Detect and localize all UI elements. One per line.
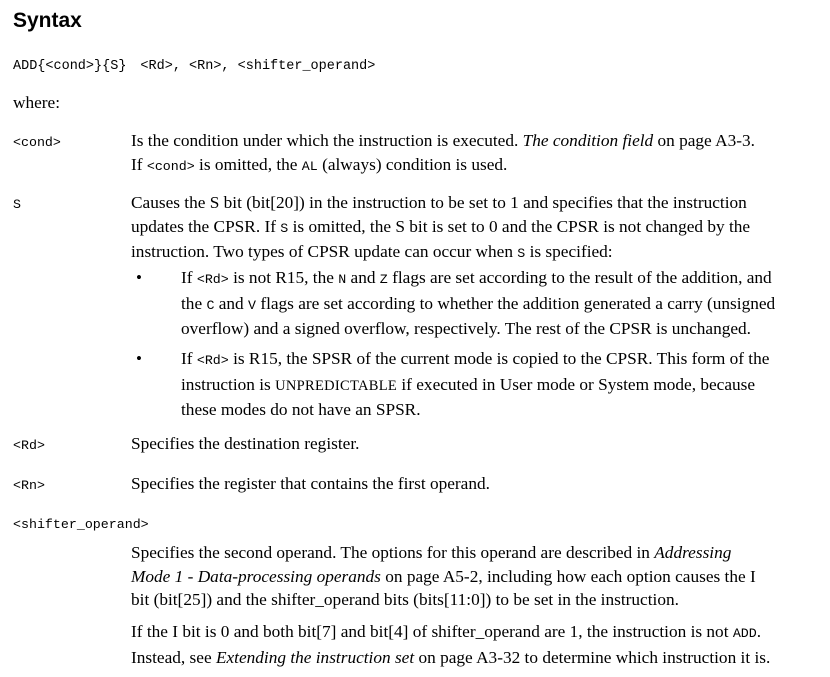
- text: the: [181, 293, 207, 313]
- text: Specifies the second operand. The options for this operand are described in: [131, 543, 655, 562]
- text: If: [181, 268, 197, 287]
- inline-code: S: [280, 220, 289, 236]
- text: on page A3-3.: [653, 131, 755, 150]
- inline-code: <Rd>: [196, 272, 229, 287]
- text: is specified:: [525, 242, 613, 261]
- cross-reference-link[interactable]: Mode 1 - Data-processing operands: [131, 566, 381, 586]
- inline-code: <Rd>: [196, 353, 229, 368]
- small-caps-term: UNPREDICTABLE: [275, 377, 398, 394]
- term-rn: <Rn>: [13, 478, 45, 493]
- inline-code: Z: [379, 272, 388, 287]
- text: If: [181, 349, 197, 368]
- bullet-icon: •: [136, 349, 142, 368]
- text: bit (bit[25]) and the shifter_operand bits (bits[11:0]) to be set in the instruction.: [131, 590, 679, 609]
- bullet-item-rd-not-r15: [181, 266, 811, 341]
- text: is not R15, the: [228, 268, 339, 287]
- inline-code: V: [248, 297, 256, 313]
- text: is omitted, the S bit is set to 0 and the CPSR is not changed by the: [288, 216, 751, 236]
- text: and: [214, 293, 249, 313]
- text: is R15, the SPSR of the current mode is copied to the CPSR. This form of the: [228, 349, 770, 368]
- text: and: [346, 268, 380, 287]
- text: these modes do not have an SPSR.: [181, 400, 421, 419]
- syntax-mnemonic: ADD{<cond>}{S}: [13, 59, 127, 74]
- where-label: where:: [13, 93, 61, 112]
- text: instruction is: [181, 374, 276, 394]
- text: If the I bit is 0 and both bit[7] and bit[4] of shifter_operand are 1, the instruction is not: [131, 622, 733, 641]
- bullet-item-rd-r15: [181, 347, 811, 422]
- desc-s: [131, 191, 811, 266]
- text: flags are set according to whether the addition generated a carry (unsigned: [256, 293, 776, 313]
- inline-code: C: [206, 297, 215, 313]
- text: Causes the S bit (bit[20]) in the instruction to be set to 1 and specifies that the instruction: [131, 193, 747, 212]
- term-shifter-operand: <shifter_operand>: [13, 517, 149, 532]
- desc-rn: Specifies the register that contains the first operand.: [131, 474, 490, 493]
- text: is omitted, the: [194, 154, 302, 174]
- text: on page A5-2, including how each option causes the I: [380, 566, 756, 586]
- syntax-operands: <Rd>, <Rn>, <shifter_operand>: [140, 59, 376, 74]
- text: If: [131, 154, 147, 174]
- inline-code: ADD: [732, 626, 757, 641]
- text: on page A3-32 to determine which instruction it is.: [414, 647, 771, 667]
- text: instruction. Two types of CPSR update can occur when: [131, 242, 518, 261]
- text: Is the condition under which the instruction is executed.: [131, 131, 523, 150]
- text: updates the CPSR. If: [131, 216, 281, 236]
- desc-cond: [131, 129, 811, 178]
- inline-code: S: [517, 246, 526, 261]
- inline-code: <cond>: [146, 158, 195, 174]
- text: if executed in User mode or System mode, because: [397, 374, 756, 394]
- term-cond: <cond>: [13, 135, 61, 150]
- text: overflow) and a signed overflow, respectively. The rest of the CPSR is unchanged.: [181, 319, 751, 338]
- inline-code: N: [338, 272, 347, 287]
- cross-reference-link[interactable]: The condition field: [522, 131, 654, 150]
- syntax-line: [13, 59, 375, 74]
- text: flags are set according to the result of the addition, and: [387, 268, 772, 287]
- cross-reference-link[interactable]: Addressing: [654, 543, 732, 562]
- section-heading: Syntax: [13, 9, 82, 32]
- bullet-icon: •: [136, 268, 142, 287]
- desc-shifter-operand-p2: [131, 620, 811, 669]
- text: (always) condition is used.: [317, 154, 508, 174]
- desc-rd: Specifies the destination register.: [131, 434, 360, 453]
- cross-reference-link[interactable]: Extending the instruction set: [215, 647, 415, 667]
- term-rd: <Rd>: [13, 438, 45, 453]
- text: .: [756, 622, 762, 641]
- text: Instead, see: [131, 647, 216, 667]
- desc-shifter-operand-p1: [131, 541, 811, 612]
- term-s: S: [13, 197, 21, 212]
- inline-code: AL: [301, 158, 318, 174]
